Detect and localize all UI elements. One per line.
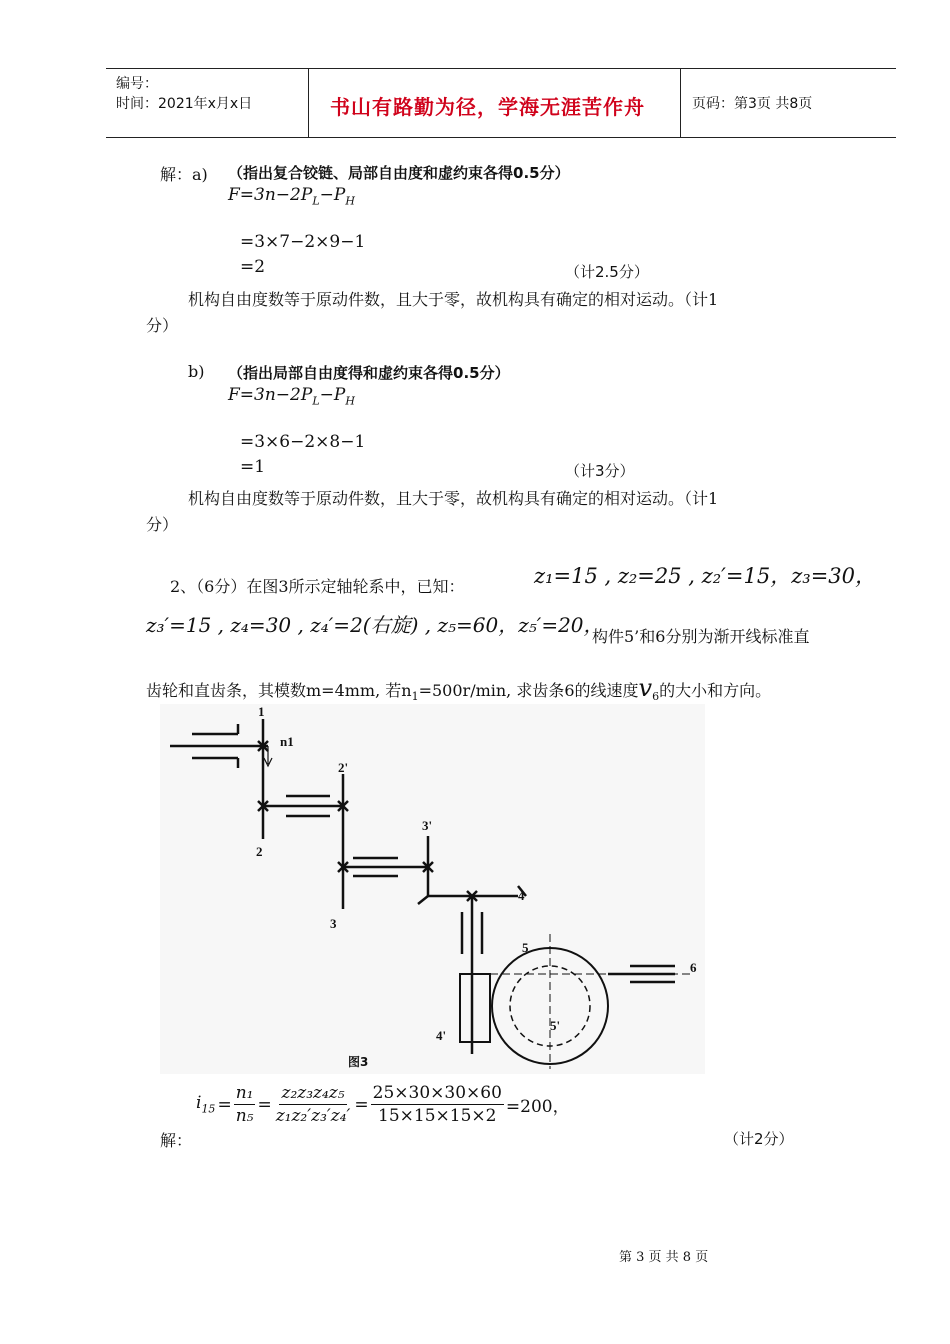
- solution-a-formula: $F=3n-2P_L-P_H$: [228, 185, 355, 208]
- page-header: [106, 68, 896, 138]
- label-2prime: 2': [338, 760, 349, 775]
- solution-a-conclusion: 机构自由度数等于原动件数，且大于零，故机构具有确定的相对运动。（计1: [188, 290, 719, 309]
- solution-a-score: （计2.5分）: [565, 263, 649, 281]
- solution-a-calc: =3×7−2×9−1: [240, 232, 366, 252]
- solution-b-formula: $F=3n-2P_L-P_H$: [228, 385, 355, 408]
- label-4: 4: [518, 888, 525, 903]
- serial-label: 编号：: [116, 76, 158, 92]
- label-3: 3: [330, 916, 337, 931]
- header-motto: 书山有路勤为径，学海无涯苦作舟: [330, 95, 645, 119]
- problem-2-given-1: z₁=15 , z₂=25 , z₂′=15，z₃=30，: [534, 564, 877, 588]
- label-1: 1: [258, 704, 265, 719]
- label-n1: n1: [280, 734, 294, 749]
- solution-a-result: =2: [240, 257, 266, 277]
- label-2: 2: [256, 844, 263, 859]
- answer-score: （计2分）: [724, 1130, 794, 1148]
- solution-b-conclusion: 机构自由度数等于原动件数，且大于零，故机构具有确定的相对运动。（计1: [188, 489, 719, 508]
- label-5prime: 5': [550, 1018, 561, 1033]
- solution-a-note: （指出复合铰链、局部自由度和虚约束各得0.5分）: [228, 164, 570, 182]
- solution-a-label: 解：a): [160, 165, 208, 184]
- figure-caption: 图3: [348, 1055, 369, 1069]
- date-line: 时间：2021年x月x日: [116, 96, 253, 112]
- label-5: 5: [522, 940, 529, 955]
- ratio-equation: $i_{15}$ = $\frac{\text{n₁}}{\text{n₅}}$ = $\frac{\text{z₂z₃z₄z₅}}{\text{z₁z₂′z₃′z₄′}}$ = $\frac{25\times 30\times 30\times 60}{15\times 15\times 15\times 2}$ =200，: [196, 1083, 570, 1126]
- label-3prime: 3': [422, 818, 433, 833]
- problem-2-text: 构件5’和6分别为渐开线标准直: [592, 627, 810, 646]
- page-footer: 第 3 页 共 8 页: [619, 1250, 709, 1265]
- problem-2-line-3: 齿轮和直齿条，其模数m=4mm, 若$n_1=500r/\min$, 求齿条6的线速度$v_6$的大小和方向。: [146, 674, 772, 704]
- solution-b-calc: =3×6−2×8−1: [240, 432, 366, 452]
- header-divider: [308, 69, 309, 137]
- answer-label: 解：: [160, 1131, 193, 1150]
- solution-b-conclusion-end: 分）: [146, 515, 179, 534]
- label-6: 6: [690, 960, 697, 975]
- solution-b-note: （指出局部自由度得和虚约束各得0.5分）: [228, 364, 510, 382]
- solution-b-result: =1: [240, 457, 266, 477]
- solution-b-label: b): [188, 362, 205, 381]
- problem-2-given-2: z₃′=15 , z₄=30 , z₄′=2(右旋) , z₅=60，z₅′=20，: [146, 613, 604, 637]
- label-4prime: 4': [436, 1028, 447, 1043]
- page-info: 页码：第3页 共8页: [692, 96, 813, 112]
- header-divider: [680, 69, 681, 137]
- solution-b-score: （计3分）: [565, 462, 635, 480]
- solution-a-conclusion-end: 分）: [146, 316, 179, 335]
- problem-2-intro: 2、（6分）在图3所示定轴轮系中，已知：: [170, 577, 465, 596]
- gear-train-figure: [160, 704, 705, 1074]
